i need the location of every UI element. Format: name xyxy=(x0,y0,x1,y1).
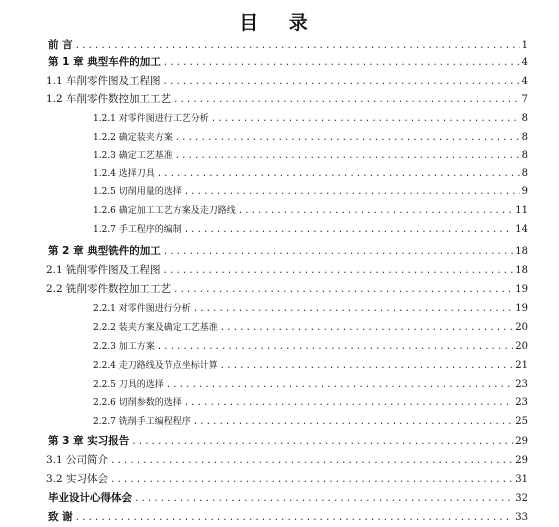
toc-entry[interactable] xyxy=(93,147,528,165)
toc-entry-page: 9 xyxy=(521,186,528,197)
toc-entry[interactable] xyxy=(48,489,528,507)
toc-leader-dots xyxy=(134,490,513,508)
toc-entry-page: 31 xyxy=(515,474,528,485)
toc-entry-label: 2.2.3 加工方案 xyxy=(93,342,155,352)
toc-entry[interactable] xyxy=(46,451,528,469)
toc-entry-label: 第 3 章 实习报告 xyxy=(48,435,130,447)
toc-entry[interactable] xyxy=(93,338,528,356)
toc-entry[interactable] xyxy=(93,202,528,220)
toc-entry[interactable] xyxy=(48,36,528,54)
toc-leader-dots xyxy=(220,357,514,375)
toc-entry-page: 20 xyxy=(515,341,528,352)
toc-entry-page: 29 xyxy=(515,436,528,447)
toc-leader-dots xyxy=(163,73,520,91)
toc-leader-dots xyxy=(110,452,513,470)
toc-entry-label: 2.1 铣削零件图及工程图 xyxy=(46,264,161,276)
toc-entry-label: 致 谢 xyxy=(48,511,73,523)
toc-entry-label: 毕业设计心得体会 xyxy=(48,492,132,504)
toc-leader-dots xyxy=(175,129,520,147)
toc-entry-label: 2.2 铣削零件数控加工工艺 xyxy=(46,283,172,295)
toc-entry-page: 20 xyxy=(515,322,528,333)
toc-entry-page: 14 xyxy=(515,224,528,235)
toc-entry-label: 1.2.1 对零件图进行工艺分析 xyxy=(93,114,209,124)
toc-entry[interactable] xyxy=(46,470,528,488)
toc-entry[interactable] xyxy=(93,300,528,318)
toc-entry-page: 29 xyxy=(515,455,528,466)
toc-entry-label: 1.1 车削零件图及工程图 xyxy=(46,75,161,87)
toc-entry-label: 3.1 公司简介 xyxy=(46,454,109,466)
toc-leader-dots xyxy=(163,243,513,261)
toc-entry-label: 2.2.6 切削参数的选择 xyxy=(93,398,182,408)
toc-entry-page: 8 xyxy=(521,113,528,124)
toc-entry-page: 4 xyxy=(521,76,528,87)
toc-entry-label: 1.2.4 选择刀具 xyxy=(93,169,155,179)
toc-entry[interactable] xyxy=(93,319,528,337)
toc-leader-dots xyxy=(173,281,513,299)
toc-entry-page: 19 xyxy=(515,284,528,295)
toc-entry[interactable] xyxy=(93,165,528,183)
toc-entry-page: 8 xyxy=(521,150,528,161)
toc-entry[interactable] xyxy=(93,413,528,431)
toc-entry-label: 1.2.5 切削用量的选择 xyxy=(93,187,182,197)
toc-entry-page: 7 xyxy=(521,94,528,105)
toc-entry[interactable] xyxy=(93,394,528,412)
toc-leader-dots xyxy=(193,413,514,431)
toc-entry-label: 2.2.5 刀具的选择 xyxy=(93,380,164,390)
toc-entry-page: 11 xyxy=(515,205,528,216)
toc-leader-dots xyxy=(75,509,514,527)
toc-entry-page: 25 xyxy=(515,416,528,427)
toc-entry-label: 2.2.7 铣削手工编程程序 xyxy=(93,417,191,427)
toc-entry-label: 1.2.7 手工程序的编制 xyxy=(93,225,182,235)
toc-entry-page: 19 xyxy=(515,303,528,314)
toc-leader-dots xyxy=(157,165,520,183)
toc-leader-dots xyxy=(211,110,520,128)
toc-entry[interactable] xyxy=(48,53,528,71)
toc-leader-dots xyxy=(157,338,514,356)
toc-entry[interactable] xyxy=(46,72,528,90)
toc-entry[interactable] xyxy=(93,376,528,394)
toc-entry[interactable] xyxy=(46,261,528,279)
toc-entry-page: 23 xyxy=(515,379,528,390)
toc-entry[interactable] xyxy=(48,242,528,260)
toc-leader-dots xyxy=(110,471,513,489)
toc-entry-label: 3.2 实习体会 xyxy=(46,473,109,485)
toc-entry[interactable] xyxy=(93,357,528,375)
toc-entry-label: 2.2.4 走刀路线及节点坐标计算 xyxy=(93,361,218,371)
toc-entry[interactable] xyxy=(93,183,528,201)
toc-entry[interactable] xyxy=(46,280,528,298)
toc-entry-page: 18 xyxy=(515,246,528,257)
toc-leader-dots xyxy=(184,221,514,239)
toc-entry-label: 1.2 车削零件数控加工工艺 xyxy=(46,93,172,105)
toc-leader-dots xyxy=(166,376,514,394)
toc-entry-label: 1.2.6 确定加工工艺方案及走刀路线 xyxy=(93,206,236,216)
toc-entry-label: 前 言 xyxy=(48,39,73,51)
toc-entry-label: 2.2.2 装夹方案及确定工艺基准 xyxy=(93,323,218,333)
toc-entry[interactable] xyxy=(93,221,528,239)
toc-entry-page: 4 xyxy=(521,57,528,68)
toc-entry-page: 18 xyxy=(515,265,528,276)
toc-leader-dots xyxy=(238,202,514,220)
toc-entry-page: 1 xyxy=(521,40,528,51)
toc-leader-dots xyxy=(220,319,514,337)
toc-entry-page: 32 xyxy=(515,493,528,504)
toc-entry-label: 第 2 章 典型铣件的加工 xyxy=(48,245,161,257)
toc-entry-label: 第 1 章 典型车件的加工 xyxy=(48,56,161,68)
toc-entry-page: 8 xyxy=(521,132,528,143)
toc-entry-label: 1.2.2 确定装夹方案 xyxy=(93,133,173,143)
toc-leader-dots xyxy=(184,394,514,412)
toc-leader-dots xyxy=(131,433,513,451)
toc-leader-dots xyxy=(163,262,514,280)
toc-entry-label: 1.2.3 确定工艺基准 xyxy=(93,151,173,161)
toc-entry-page: 33 xyxy=(515,512,528,523)
toc-entry-page: 21 xyxy=(515,360,528,371)
toc-leader-dots xyxy=(184,183,520,201)
page-title: 目 录 xyxy=(239,12,320,34)
toc-leader-dots xyxy=(173,91,520,109)
toc-entry-label: 2.2.1 对零件图进行分析 xyxy=(93,304,191,314)
toc-entry[interactable] xyxy=(93,129,528,147)
toc-leader-dots xyxy=(175,147,520,165)
toc-entry[interactable] xyxy=(48,432,528,450)
toc-entry-page: 8 xyxy=(521,168,528,179)
toc-entry[interactable] xyxy=(46,90,528,108)
toc-leader-dots xyxy=(193,300,514,318)
toc-entry[interactable] xyxy=(93,110,528,128)
toc-entry-page: 23 xyxy=(515,397,528,408)
toc-entry[interactable] xyxy=(48,508,528,526)
toc-leader-dots xyxy=(163,54,520,72)
